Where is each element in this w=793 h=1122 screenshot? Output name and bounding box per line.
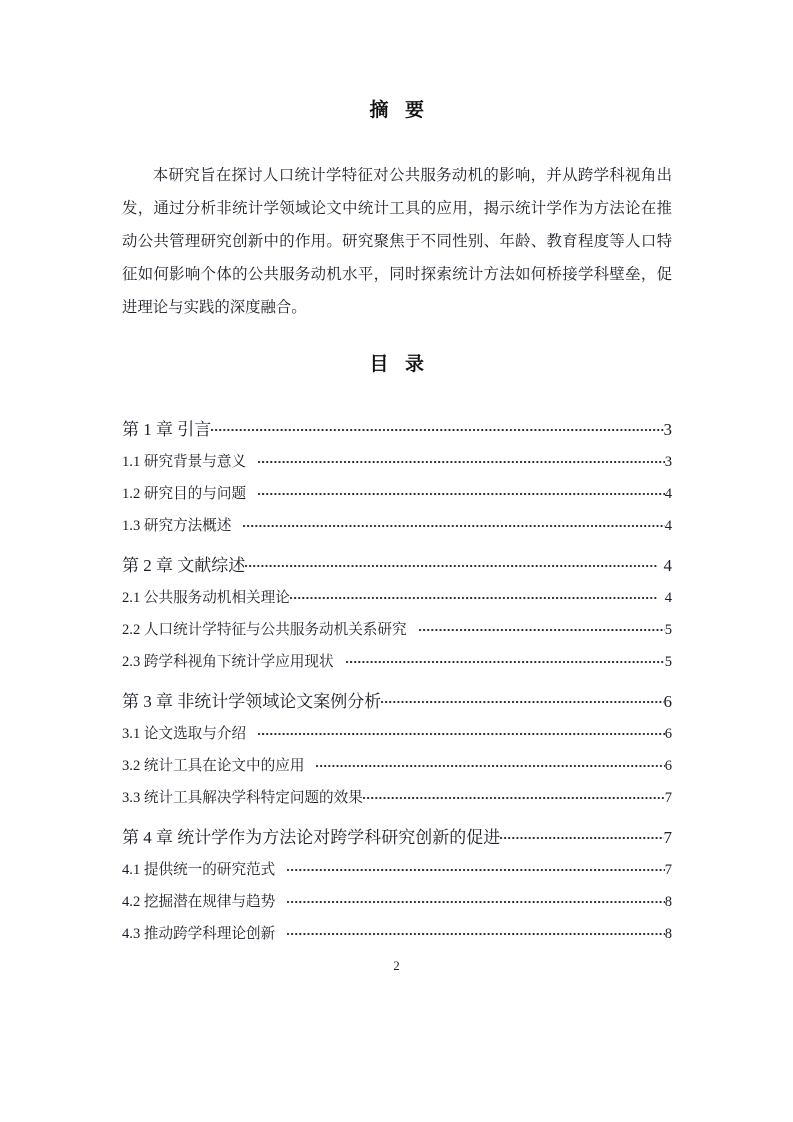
toc-entry[interactable] bbox=[122, 922, 672, 943]
toc-entry[interactable] bbox=[122, 514, 672, 535]
toc-entry[interactable] bbox=[122, 890, 672, 911]
toc-entry[interactable] bbox=[122, 618, 672, 639]
toc-dot-leader bbox=[316, 755, 664, 770]
toc-dot-leader bbox=[287, 859, 664, 874]
toc-entry[interactable] bbox=[122, 482, 672, 503]
table-of-contents bbox=[122, 352, 672, 954]
toc-dot-leader bbox=[258, 723, 665, 738]
toc-entry-page-number: 6 bbox=[664, 757, 672, 774]
toc-entry-label: 1.2 研究目的与问题 bbox=[122, 485, 247, 502]
toc-entry-page-number: 3 bbox=[663, 419, 672, 439]
toc-entry[interactable] bbox=[122, 551, 672, 576]
toc-entry[interactable] bbox=[122, 722, 672, 743]
toc-dot-leader bbox=[258, 451, 665, 466]
toc-entry-label: 4.1 提供统一的研究范式 bbox=[122, 861, 276, 878]
toc-entry[interactable] bbox=[122, 823, 672, 848]
toc-entry[interactable] bbox=[122, 450, 672, 471]
toc-entry-label: 3.1 论文选取与介绍 bbox=[122, 725, 247, 742]
toc-dot-leader bbox=[290, 587, 658, 602]
toc-entry-label: 1.3 研究方法概述 bbox=[122, 517, 232, 534]
toc-entry-page-number: 8 bbox=[664, 925, 672, 942]
toc-dot-leader bbox=[243, 515, 664, 530]
toc-entry-page-number: 7 bbox=[664, 789, 672, 806]
toc-entry-page-number: 6 bbox=[663, 691, 672, 711]
toc-entry[interactable] bbox=[122, 786, 672, 807]
toc-dot-leader bbox=[419, 619, 665, 634]
toc-dot-leader bbox=[258, 483, 665, 498]
toc-entry-label: 1.1 研究背景与意义 bbox=[122, 453, 247, 470]
toc-entry-page-number: 4 bbox=[663, 555, 672, 575]
toc-heading bbox=[122, 352, 672, 379]
toc-heading-char-1: 目 bbox=[369, 354, 389, 375]
abstract-section bbox=[122, 98, 672, 324]
toc-entry-label: 2.1 公共服务动机相关理论 bbox=[122, 589, 290, 606]
toc-dot-leader bbox=[381, 690, 663, 707]
page-number: 2 bbox=[393, 958, 400, 973]
toc-entry-page-number: 7 bbox=[664, 861, 672, 878]
toc-entry-label: 4.2 挖掘潜在规律与趋势 bbox=[122, 893, 276, 910]
abstract-heading-char-1: 摘 bbox=[369, 100, 389, 121]
toc-entry[interactable] bbox=[122, 650, 672, 671]
toc-entry-label: 2.3 跨学科视角下统计学应用现状 bbox=[122, 653, 334, 670]
toc-entry[interactable] bbox=[122, 687, 672, 712]
toc-dot-leader bbox=[287, 891, 664, 906]
toc-entry[interactable] bbox=[122, 858, 672, 879]
toc-dot-leader bbox=[287, 923, 664, 938]
toc-entry[interactable] bbox=[122, 415, 672, 440]
toc-entry-label: 第 2 章 文献综述 bbox=[122, 555, 246, 575]
toc-entry-label: 4.3 推动跨学科理论创新 bbox=[122, 925, 276, 942]
toc-entry-page-number: 8 bbox=[664, 893, 672, 910]
abstract-heading bbox=[122, 98, 672, 125]
toc-entry-label: 第 3 章 非统计学领域论文案例分析 bbox=[122, 691, 382, 711]
toc-entry-page-number: 5 bbox=[664, 653, 672, 670]
toc-entry[interactable] bbox=[122, 586, 672, 607]
toc-dot-leader bbox=[500, 826, 663, 843]
toc-entry-page-number: 4 bbox=[664, 485, 672, 502]
toc-dot-leader bbox=[363, 787, 665, 802]
toc-entry-page-number: 5 bbox=[664, 621, 672, 638]
toc-dot-leader bbox=[211, 418, 663, 435]
toc-entry-label: 2.2 人口统计学特征与公共服务动机关系研究 bbox=[122, 621, 407, 638]
toc-entry-page-number: 4 bbox=[664, 589, 672, 606]
toc-entry-label: 3.3 统计工具解决学科特定问题的效果 bbox=[122, 789, 363, 806]
abstract-body-text: 本研究旨在探讨人口统计学特征对公共服务动机的影响，并从跨学科视角出发，通过分析非统计学领域论文中统计工具的应用，揭示统计学作为方法论在推动公共管理研究创新中的作用。研究聚焦于不同性别、年龄、教育程度等人口特征如何影响个体的公共服务动机水平，同时探索统计方法如何桥接学科壁垒，促进理论与实践的深度融合。 bbox=[122, 166, 672, 316]
toc-entry-page-number: 6 bbox=[664, 725, 672, 742]
toc-entry-page-number: 3 bbox=[664, 453, 672, 470]
toc-entry-page-number: 4 bbox=[664, 517, 672, 534]
toc-entry-page-number: 7 bbox=[663, 827, 672, 847]
abstract-heading-char-2: 要 bbox=[405, 100, 425, 121]
toc-entry-label: 3.2 统计工具在论文中的应用 bbox=[122, 757, 305, 774]
toc-entry[interactable] bbox=[122, 754, 672, 775]
toc-dot-leader bbox=[346, 651, 665, 666]
toc-entry-list bbox=[122, 415, 672, 943]
toc-entry-label: 第 1 章 引言 bbox=[122, 419, 212, 439]
toc-dot-leader bbox=[245, 554, 656, 571]
toc-heading-char-2: 录 bbox=[405, 354, 425, 375]
toc-entry-label: 第 4 章 统计学作为方法论对跨学科研究创新的促进 bbox=[122, 827, 501, 847]
